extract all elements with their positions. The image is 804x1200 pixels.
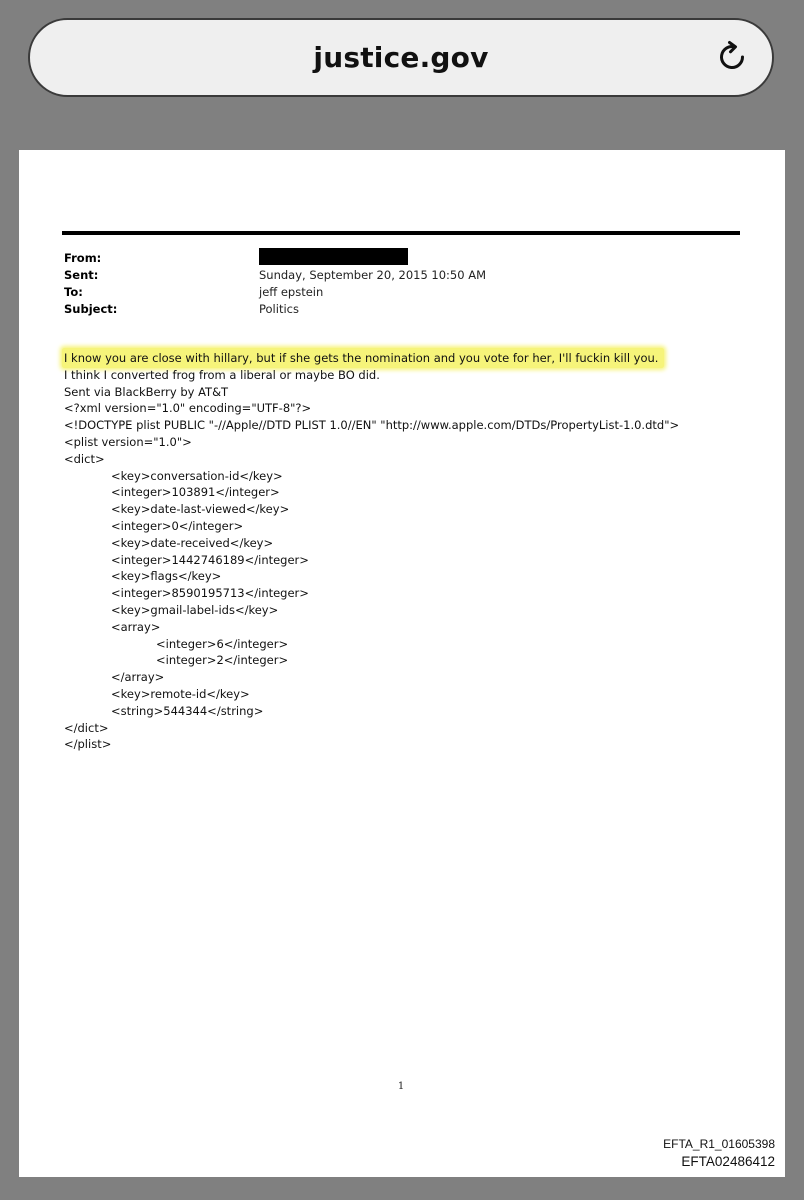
header-rule <box>62 231 740 235</box>
plist-line: <!DOCTYPE plist PUBLIC "-//Apple//DTD PLIST 1.0//EN" "http://www.apple.com/DTDs/PropertyList-1.0.dtd"> <box>64 418 680 433</box>
body-line: Sent via BlackBerry by AT&T <box>64 384 229 399</box>
plist-line: <dict> <box>64 451 105 466</box>
plist-line: <key>conversation-id</key> <box>111 468 283 483</box>
bates-number-1: EFTA_R1_01605398 <box>663 1137 775 1151</box>
reload-icon <box>714 39 750 75</box>
plist-line: <key>flags</key> <box>111 569 222 584</box>
address-bar[interactable] <box>28 18 774 97</box>
plist-line: <key>date-last-viewed</key> <box>111 502 290 517</box>
subject-value: Politics <box>259 302 299 316</box>
plist-line: <integer>1442746189</integer> <box>111 552 309 567</box>
redaction-block <box>259 248 408 265</box>
sent-value: Sunday, September 20, 2015 10:50 AM <box>259 268 487 282</box>
subject-label: Subject: <box>64 302 118 316</box>
body-line: I think I converted frog from a liberal or maybe BO did. <box>64 367 380 382</box>
plist-line: <integer>103891</integer> <box>111 485 280 500</box>
plist-line: </array> <box>111 670 165 685</box>
plist-line: <key>remote-id</key> <box>111 686 250 701</box>
bates-number-2: EFTA02486412 <box>681 1154 775 1169</box>
url-text[interactable]: justice.gov <box>313 41 489 74</box>
plist-line: <integer>0</integer> <box>111 518 244 533</box>
plist-line: <integer>6</integer> <box>156 636 289 651</box>
plist-line: <?xml version="1.0" encoding="UTF-8"?> <box>64 401 312 416</box>
sent-label: Sent: <box>64 268 99 282</box>
to-label: To: <box>64 285 83 299</box>
plist-line: </dict> <box>64 720 109 735</box>
plist-line: <integer>2</integer> <box>156 653 289 668</box>
plist-line: </plist> <box>64 737 112 752</box>
email-body <box>64 350 679 753</box>
plist-line: <plist version="1.0"> <box>64 434 192 449</box>
reload-button[interactable] <box>714 39 750 75</box>
plist-line: <array> <box>111 619 161 634</box>
plist-line: <key>gmail-label-ids</key> <box>111 602 279 617</box>
plist-line: <key>date-received</key> <box>111 535 274 550</box>
to-value: jeff epstein <box>259 285 324 299</box>
plist-line: <integer>8590195713</integer> <box>111 586 309 601</box>
highlighted-line: I know you are close with hillary, but if she gets the nomination and you vote for her, I'll fuckin kill you. <box>62 348 664 368</box>
plist-line: <string>544344</string> <box>111 703 264 718</box>
document-page <box>19 150 785 1177</box>
page-number: 1 <box>397 1081 405 1092</box>
from-label: From: <box>64 251 102 265</box>
